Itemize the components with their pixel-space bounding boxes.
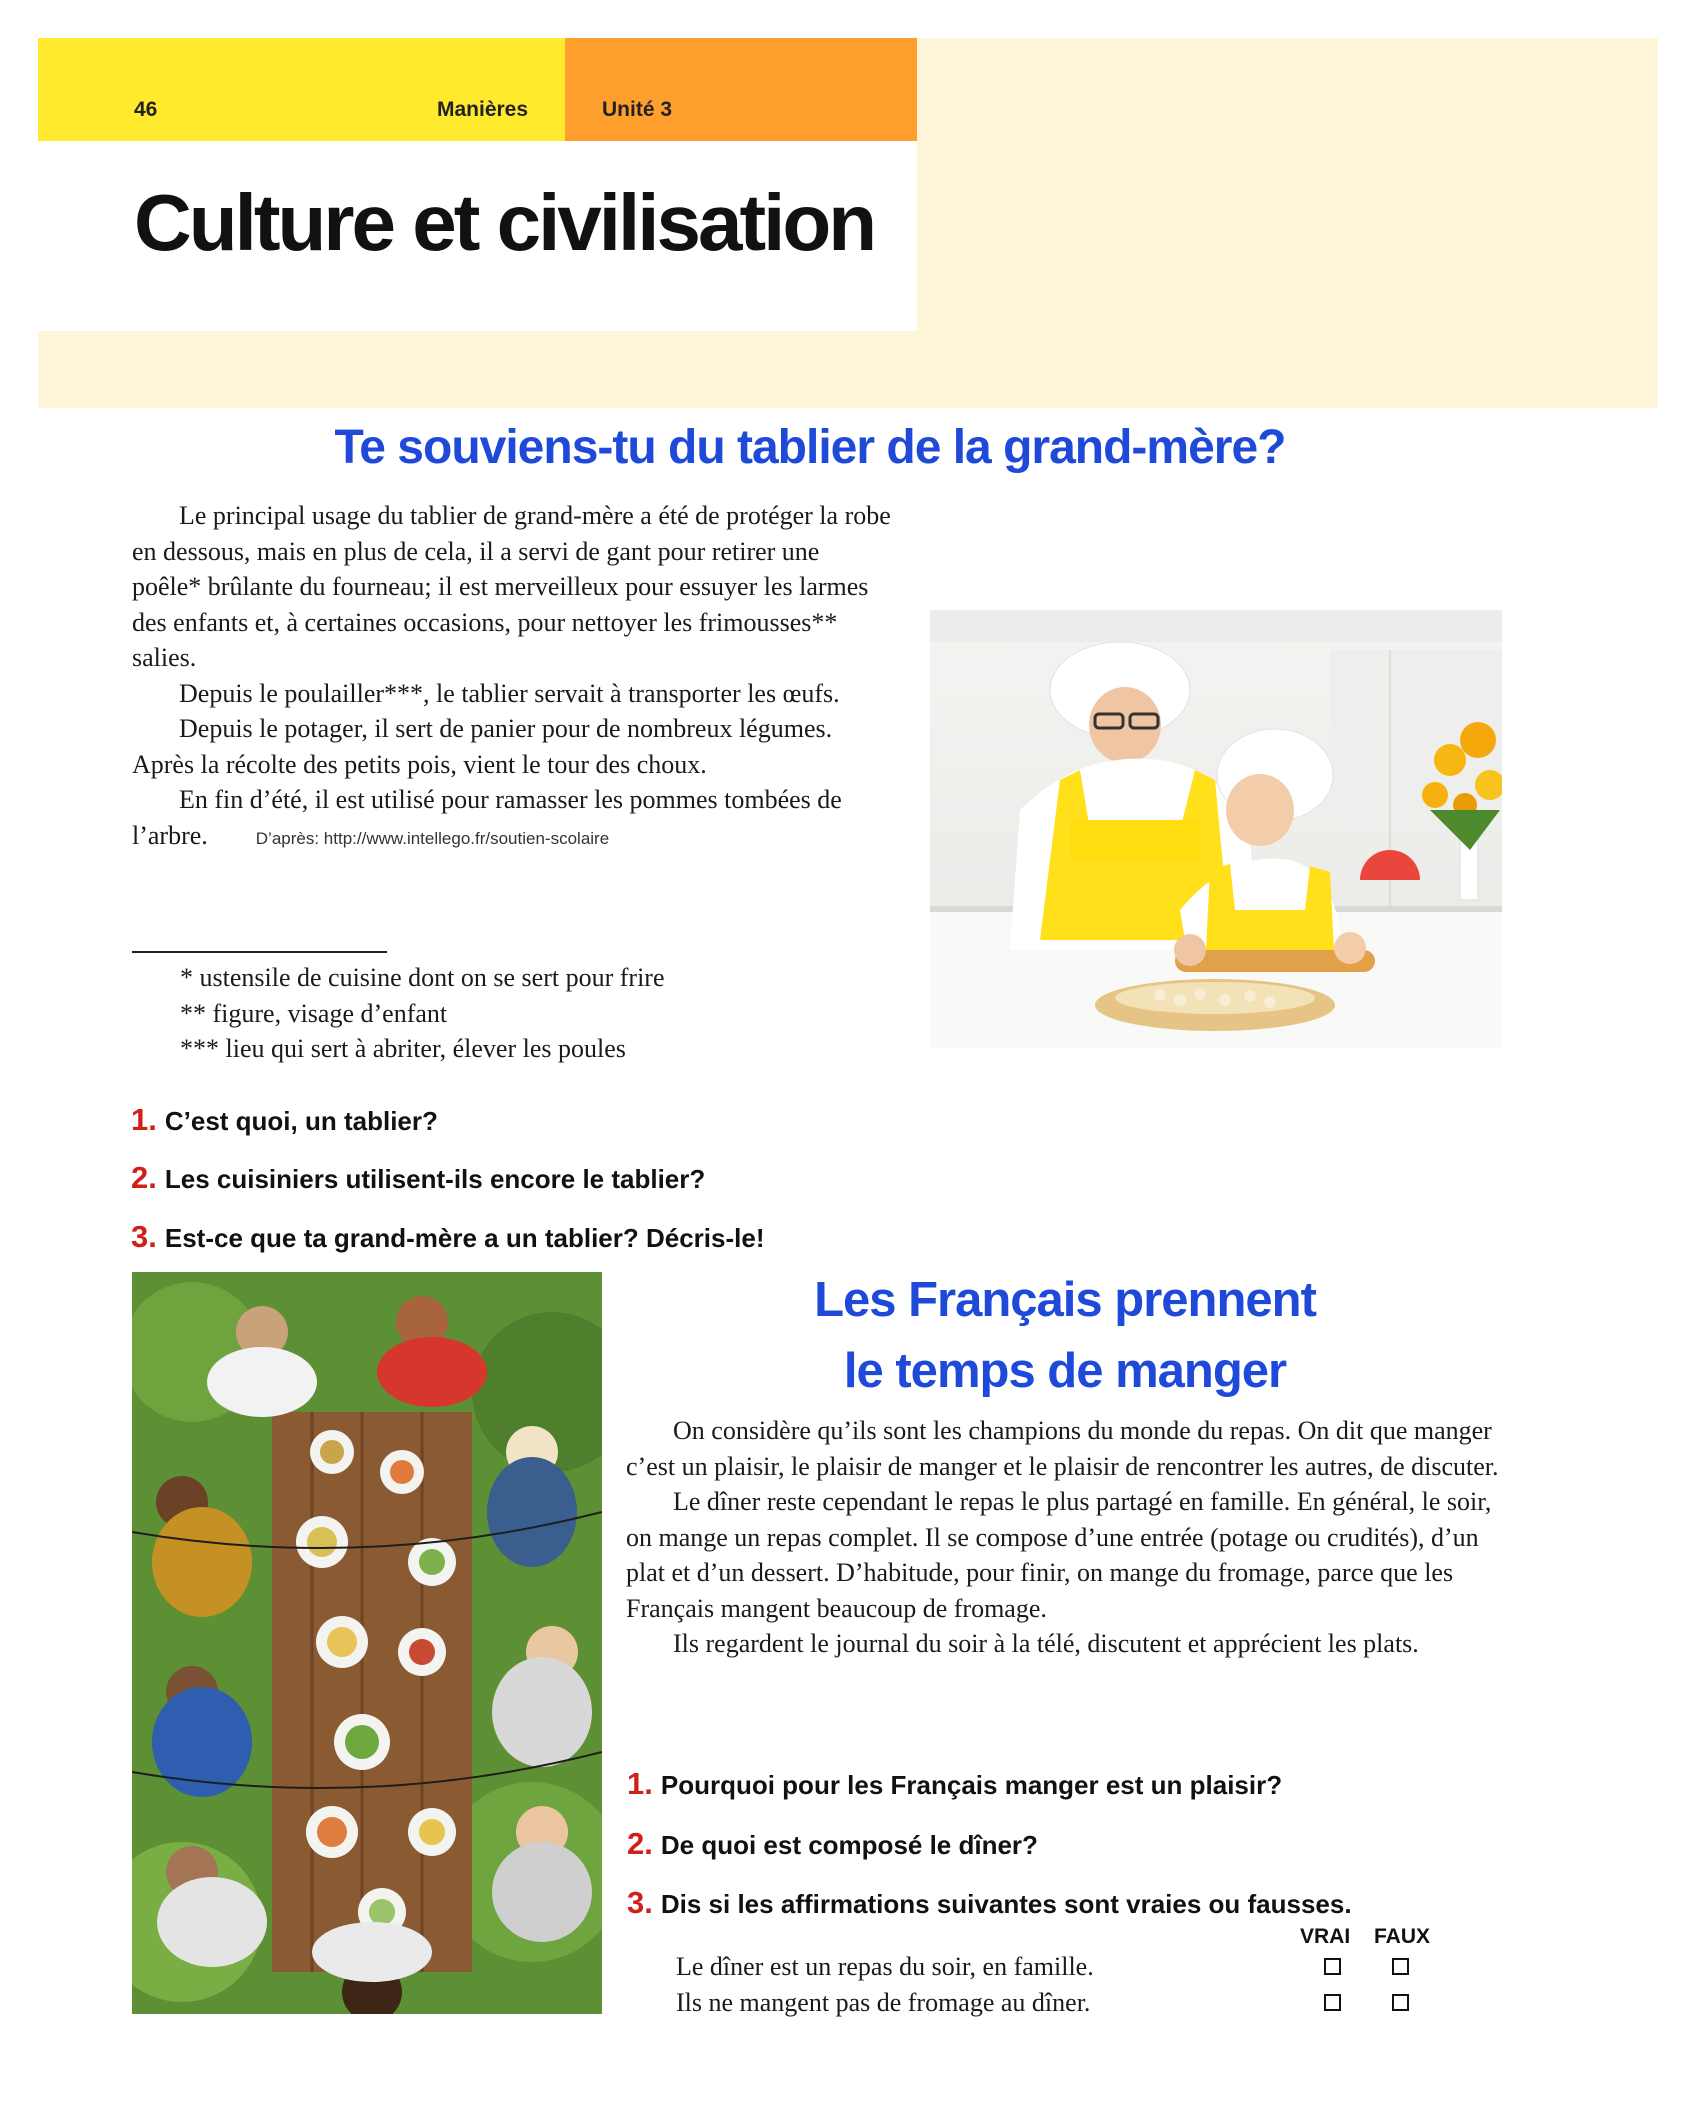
question-number: 1. [627,1766,653,1801]
section1-question [131,1160,705,1196]
vrai-checkbox[interactable] [1324,1994,1341,2011]
footnote: *** lieu qui sert à abriter, élever les poules [180,1034,626,1063]
section2-question [627,1826,1038,1862]
question-text: Dis si les affirmations suivantes sont vraies ou fausses. [660,1889,1352,1919]
footnote: * ustensile de cuisine dont on se sert pour frire [180,963,665,992]
page-title: Culture et civilisation [134,178,875,267]
header-orange-band [565,38,917,141]
section1-question [131,1219,764,1255]
question-text: Est-ce que ta grand-mère a un tablier? Décris-le! [164,1223,765,1253]
footnotes [180,960,880,1067]
vrai-checkbox[interactable] [1324,1958,1341,1975]
footnote-divider [132,951,387,953]
section2-paragraph: On considère qu’ils sont les champions du monde du repas. On dit que manger c’est un plaisir, le plaisir de manger et le plaisir de rencontrer les autres, de discuter. [626,1416,1499,1481]
section1-paragraph: Depuis le potager, il sert de panier pour de nombreux légumes. Après la récolte des petits pois, vient le tour des choux. [132,714,833,779]
question-number: 2. [627,1826,653,1861]
section2-paragraph: Ils regardent le journal du soir à la télé, discutent et apprécient les plats. [673,1629,1419,1658]
page-number: 46 [134,98,158,121]
question-number: 1. [131,1102,157,1137]
question-text: Pourquoi pour les Français manger est un plaisir? [660,1770,1283,1800]
section2-paragraph: Le dîner reste cependant le repas le plus partagé en famille. En général, le soir, on mange un repas complet. Il se compose d’une entrée (potage ou crudités), d’un plat et d’un dessert. D’habitude, pour finir, on mange du fromage, parce que les Français mangent beaucoup de fromage. [626,1487,1492,1623]
faux-checkbox[interactable] [1392,1994,1409,2011]
question-number: 2. [131,1160,157,1195]
section2-text [626,1413,1516,1662]
faux-header: FAUX [1374,1925,1431,1948]
vrai-header: VRAI [1300,1925,1351,1948]
question-text: C’est quoi, un tablier? [164,1106,438,1136]
section1-title: Te souviens-tu du tablier de la grand-mère? [334,421,1286,474]
section1-paragraph: En fin d’été, il est utilisé pour ramasser les pommes tombées de l’arbre. [132,785,842,850]
question-number: 3. [131,1219,157,1254]
unit-label: Unité 3 [602,98,673,121]
grandmother-child-cooking-photo [930,610,1502,1048]
section1-text [132,498,892,856]
true-false-statement: Le dîner est un repas du soir, en famille. [676,1952,1094,1981]
section2-question [627,1766,1282,1802]
question-text: De quoi est composé le dîner? [660,1830,1038,1860]
section2-title [760,1265,1370,1407]
section1-paragraph: Depuis le poulailler***, le tablier servait à transporter les œufs. [179,678,840,708]
book-title: Manières [437,98,529,121]
section1-paragraph: Le principal usage du tablier de grand-mère a été de protéger la robe en dessous, mais en plus de cela, il a servi de gant pour retirer une poêle* brûlante du fourneau; il est merveilleux pour essuyer les larmes des enfants et, à certaines occasions, pour nettoyer les frimousses** salies. [132,501,891,672]
footnote: ** figure, visage d’enfant [180,998,448,1028]
true-false-statement: Ils ne mangent pas de fromage au dîner. [676,1988,1091,2017]
question-number: 3. [627,1885,653,1920]
section2-question [627,1885,1352,1921]
section2-title-line: le temps de manger [843,1344,1287,1398]
question-text: Les cuisiniers utilisent-ils encore le tablier? [164,1164,706,1194]
faux-checkbox[interactable] [1392,1958,1409,1975]
section2-title-line: Les Français prennent [814,1273,1316,1327]
header-yellow-band [38,38,565,141]
source-citation: D’après: http://www.intellego.fr/soutien-scolaire [255,828,610,848]
section1-question [131,1102,438,1138]
outdoor-family-dinner-photo [132,1272,602,2014]
section1-paragraph-last [132,782,892,856]
